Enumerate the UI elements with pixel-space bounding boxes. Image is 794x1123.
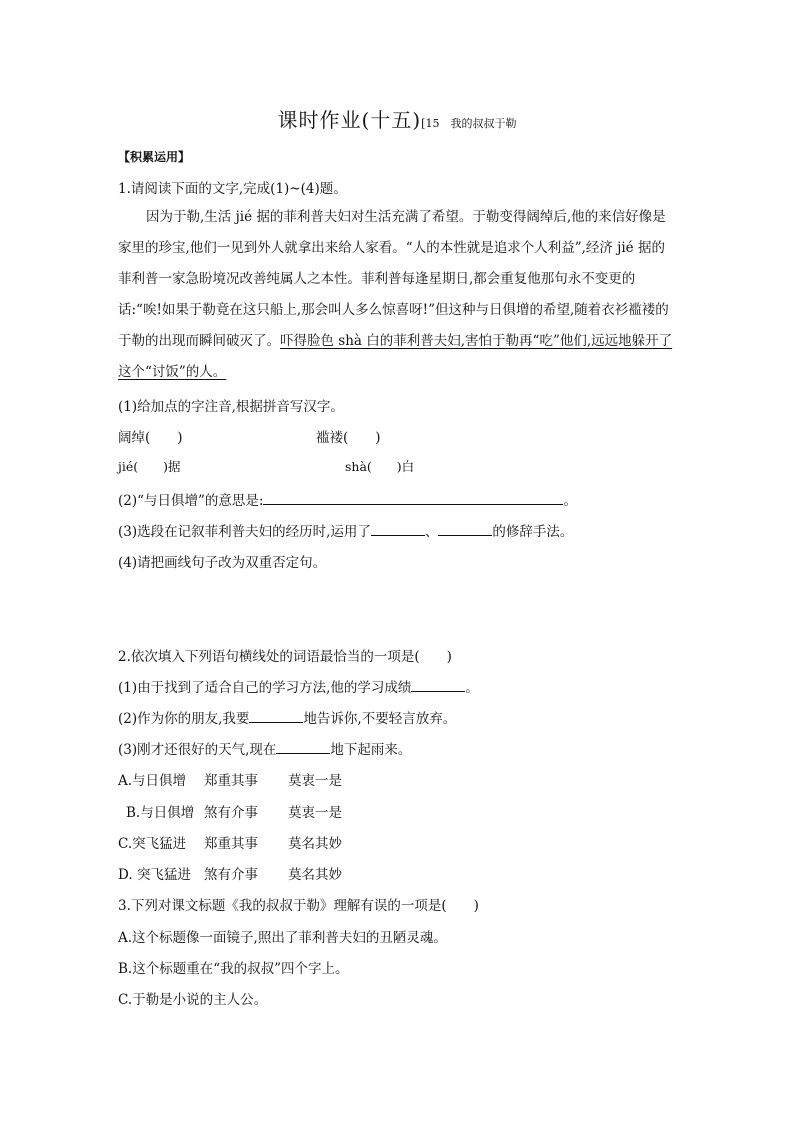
q1-sub3-text: (3)选段在记叙菲利普夫妇的经历时,运用了	[118, 524, 371, 540]
q1-sub2-end: 。	[563, 493, 577, 509]
q1-stem: 1.请阅读下面的文字,完成(1)~(4)题。	[118, 181, 347, 197]
q2-sentence-2	[118, 707, 456, 727]
q2-stem: 2.依次填入下列语句横线处的词语最恰当的一项是( )	[118, 649, 452, 665]
option-word: 煞有介事	[204, 867, 258, 883]
option-word: 突飞猛进	[136, 867, 191, 883]
answer-blank[interactable]	[438, 521, 492, 536]
q2-s1-text: (1)由于找到了适合自己的学习方法,他的学习成绩	[118, 680, 412, 696]
q2-sentence-3	[118, 738, 411, 758]
option-word: 莫名其妙	[288, 836, 342, 852]
passage-text: 因为于勒,生活 jié 据的菲利普夫妇对生活充满了希望。于勒变得阔绰后,他的来信好像是家里的珍宝,他们一见到外人就拿出来给人家看。“人的本性就是追求个人利益”,经济 jié 据的菲利普一家急盼境况改善纯属人之本性。菲利普每逢星期日,都会重复他那句永不变更的话:“唉!如果于勒竟在这只船上,那会叫人多么惊喜呀!”但这种与日俱增的希望,随着衣衫褴褛的于勒的出现而瞬间破灭了。	[118, 209, 669, 349]
option-word: 与日俱增	[140, 805, 195, 821]
answer-blank[interactable]	[276, 739, 330, 754]
section-label: 【积累运用】	[118, 150, 191, 164]
answer-blank[interactable]	[249, 708, 303, 723]
page-title	[0, 104, 794, 133]
option-letter: A.	[118, 773, 133, 789]
option-word: 莫衷一是	[288, 805, 342, 821]
option-word: 与日俱增	[132, 773, 187, 789]
option-word: 郑重其事	[204, 773, 258, 789]
q1-sub2-text: (2)“与日俱增”的意思是:	[118, 493, 264, 509]
option-letter: C.	[118, 836, 133, 852]
q3-option-b[interactable]: B.这个标题重在“我的叔叔”四个字上。	[118, 961, 349, 977]
option-word: 莫衷一是	[288, 773, 342, 789]
q1-sub3	[118, 520, 573, 540]
q2-option-d[interactable]	[118, 863, 342, 883]
passage-underlined-sentence: 吓得脸色 shà 白的菲利普夫妇,害怕于勒再“吃”他们,远远地躲开了这个“讨饭”的人。	[118, 333, 673, 380]
q1-word-3: jié( )据	[118, 459, 181, 474]
answer-blank[interactable]	[411, 677, 465, 692]
title-main: 课时作业(十五)	[277, 108, 422, 132]
answer-blank[interactable]	[263, 490, 563, 505]
q1-sub3-mid: 、	[424, 524, 439, 540]
q2-option-a[interactable]	[118, 769, 342, 789]
q3-option-c[interactable]: C.于勒是小说的主人公。	[118, 992, 268, 1008]
q1-word-1: 阔绰( )	[118, 430, 183, 446]
option-word: 突飞猛进	[132, 836, 187, 852]
q2-s2-text: (2)作为你的朋友,我要	[118, 711, 250, 727]
q3-option-a[interactable]: A.这个标题像一面镜子,照出了菲利普夫妇的丑陋灵魂。	[118, 930, 447, 946]
q1-sub1: (1)给加点的字注音,根据拼音写汉字。	[118, 399, 344, 415]
q2-option-b[interactable]	[126, 801, 342, 821]
option-word: 郑重其事	[204, 836, 258, 852]
q1-word-2: 褴褛( )	[316, 430, 381, 446]
q1-passage	[118, 202, 678, 388]
q2-s3-text: (3)刚才还很好的天气,现在	[118, 742, 277, 758]
q2-s2-end: 地告诉你,不要轻言放弃。	[303, 711, 457, 727]
q2-s3-end: 地下起雨来。	[330, 742, 412, 758]
option-word: 煞有介事	[204, 805, 258, 821]
q2-sentence-1	[118, 676, 479, 696]
q1-sub3-end: 的修辞手法。	[492, 524, 574, 540]
title-subtitle: [15 我的叔叔于勒	[421, 117, 517, 130]
option-letter: B.	[126, 805, 141, 821]
option-word: 莫名其妙	[288, 867, 342, 883]
q2-option-c[interactable]	[118, 832, 342, 852]
q3-stem: 3.下列对课文标题《我的叔叔于勒》理解有误的一项是( )	[118, 898, 479, 914]
answer-blank[interactable]	[371, 521, 425, 536]
q1-word-4: shà( )白	[345, 459, 415, 474]
q1-sub2	[118, 489, 577, 509]
q2-s1-end: 。	[465, 680, 479, 696]
option-letter: D.	[118, 867, 137, 883]
q1-sub4: (4)请把画线句子改为双重否定句。	[118, 555, 327, 571]
